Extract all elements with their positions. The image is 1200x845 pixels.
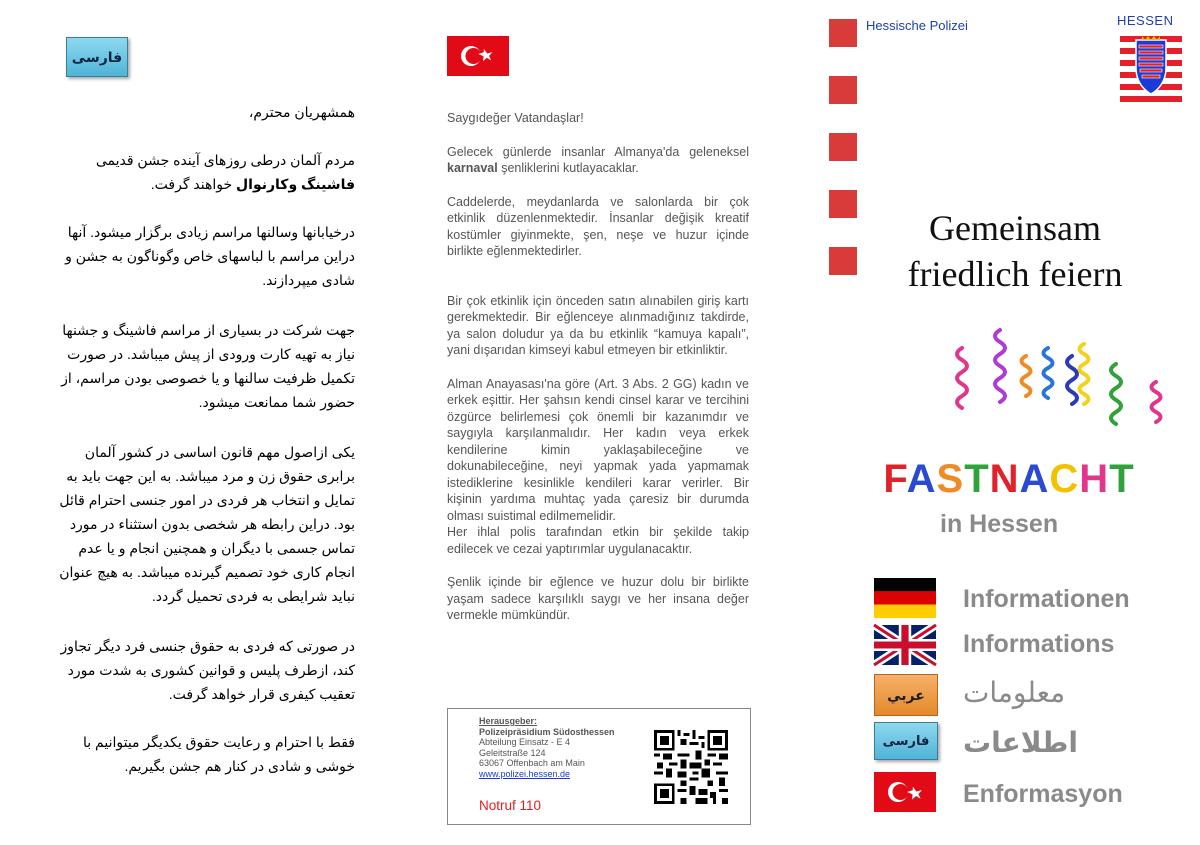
hessen-wordmark: HESSEN [1117,13,1174,28]
language-label-german: Informationen [963,585,1130,613]
farsi-paragraph-3: جهت شرکت در بسیاری از مراسم فاشینگ و جشنها نیاز به تهیه کارت ورودی از پیش میباشد. در صورت تکمیل ظرفیت سالنها و یا خصوصی بودن مراسم، از حضور شما ممانعت میشود. [61,322,355,410]
red-square [829,247,857,275]
language-label-arabic: معلومات [963,677,1066,708]
fastnacht-logo [883,452,1135,504]
publisher-city: 63067 Offenbach am Main [479,758,585,768]
farsi-paragraph-4: یکی ازاصول مهم قانون اساسی در کشور آلمان برابری حقوق زن و مرد میباشد. به این جهت باید به تمایل و انتخاب هر فردی در امور جنسی احترام قائل بود. دراین رابطه هر شخصی بدون استثناء در مورد تماس جسمی با دیگران و همچنین انجام و یا عدم انجام کاری خود تصمیم گیرنده میباشد. به هیچ عنوان نباید شرایطی به فردی تحمیل گردد. [59,444,355,604]
title-line-1: Gemeinsam [929,208,1101,248]
farsi-text-column [55,100,355,778]
turkey-flag-icon [874,772,936,812]
farsi-paragraph-1: مردم آلمان درطی روزهای آینده جشن قدیمی فاشینگ وکارنوال خواهند گرفت. [95,152,355,192]
farsi-paragraph-5: در صورتی که فردی به حقوق جنسی فرد دیگر تجاوز کند، ازطرف پلیس و قوانین کشوری به شدت مورد تعقیب کیفری قرار خواهد گرفت. [60,638,355,702]
turkish-paragraph-5: Her ihlal polis tarafından etkin bir şekilde takip edilecek ve cezai yaptırımlar uygulanacaktır. [447,525,749,556]
red-square [829,190,857,218]
farsi-paragraph-2: درخیابانها وسالنها مراسم زیادی برگزار میشود. آنها دراین مراسم با لباسهای خاص وگوناگون به جشن و شادی میپردازند. [65,224,355,288]
in-hessen-subtitle: in Hessen [940,510,1059,538]
publisher-label: Herausgeber: [479,716,538,726]
farsi-badge: فارسی [66,37,128,77]
publisher-info [479,716,644,779]
red-square [829,19,857,47]
hessen-crest-icon [1120,36,1182,102]
red-square [829,76,857,104]
farsi-greeting: همشهریان محترم، [248,104,355,120]
language-label-english: Informations [963,630,1115,658]
turkish-paragraph-2: Caddelerde, meydanlarda ve salonlarda bir çok etkinlik düzenlenmektedir. İnsanlar değişik kreatif kostümler giyinmekte, şen, neşe ve huzur içinde birlikte eğlenmektedirler. [447,194,749,258]
qr-code-icon [654,730,728,804]
fastnacht-wordmark: FASTNACHT [883,457,1135,501]
turkish-paragraph-4: Alman Anayasası'na göre (Art. 3 Abs. 2 GG) kadın ve erkek eşittir. Her şahsın kendi cinsel karar ve tercihini özgürce belirlemesi çok önemli bir kazanımdır ve saygıyla karşılanmalıdır. Her kadın veya erkek kendilerine kimin yaklaşabileceğine ve dokunabileceğine, neyi yapmak yada yapmamak istediklerine kesinlikle kendileri karar verirler. Bir kişinin yardıma muhtaç yada çaresiz bir durumda olması suistimal edilmemelidir. [447,376,749,523]
emergency-number: Notruf 110 [479,798,542,813]
publisher-website-link[interactable]: www.polizei.hessen.de [479,768,571,779]
uk-flag-icon [874,625,936,665]
turkish-paragraph-1: Gelecek günlerde insanlar Almanya'da geleneksel karnaval şenliklerini kutlayacaklar. [447,144,749,175]
publisher-name: Polizeipräsidium Südosthessen [479,726,615,737]
publisher-street: Geleitstraße 124 [479,747,546,758]
farsi-paragraph-6: فقط با احترام و رعایت حقوق یکدیگر میتوانیم با خوشی و شادی در کنار هم جشن بگیریم. [82,734,355,774]
police-name: Hessische Polizei [866,18,968,33]
confetti-streamers-icon [948,320,1168,445]
title-line-2: friedlich feiern [907,254,1123,294]
language-label-farsi: اطلاعات [963,727,1079,758]
turkish-text-column [447,110,749,624]
red-square [829,133,857,161]
germany-flag-icon [874,578,936,618]
arabic-badge: عربي [874,674,938,716]
turkey-flag [447,36,509,76]
brochure-title [880,205,1150,297]
publisher-dept: Abteilung Einsatz - E 4 [479,737,571,747]
farsi-badge-small: فارسی [874,722,938,760]
turkish-greeting: Saygıdeğer Vatandaşlar! [447,111,584,125]
turkish-paragraph-6: Şenlik içinde bir eğlence ve huzur dolu bir birlikte yaşam sadece karşılıklı saygı ve her insana değer vermekle mümkündür. [447,575,749,622]
language-label-turkish: Enformasyon [963,780,1123,808]
turkish-paragraph-3: Bir çok etkinlik için önceden satın alınabilen giriş kartı gerekmektedir. Bir eğlenceye alınmadığınız takdirde, ya salon doludur ya da bu etkinlik “kamuya kapalı”, yani dışarıdan kimseyi kabul etmeyen bir etkinliktir. [447,293,749,357]
